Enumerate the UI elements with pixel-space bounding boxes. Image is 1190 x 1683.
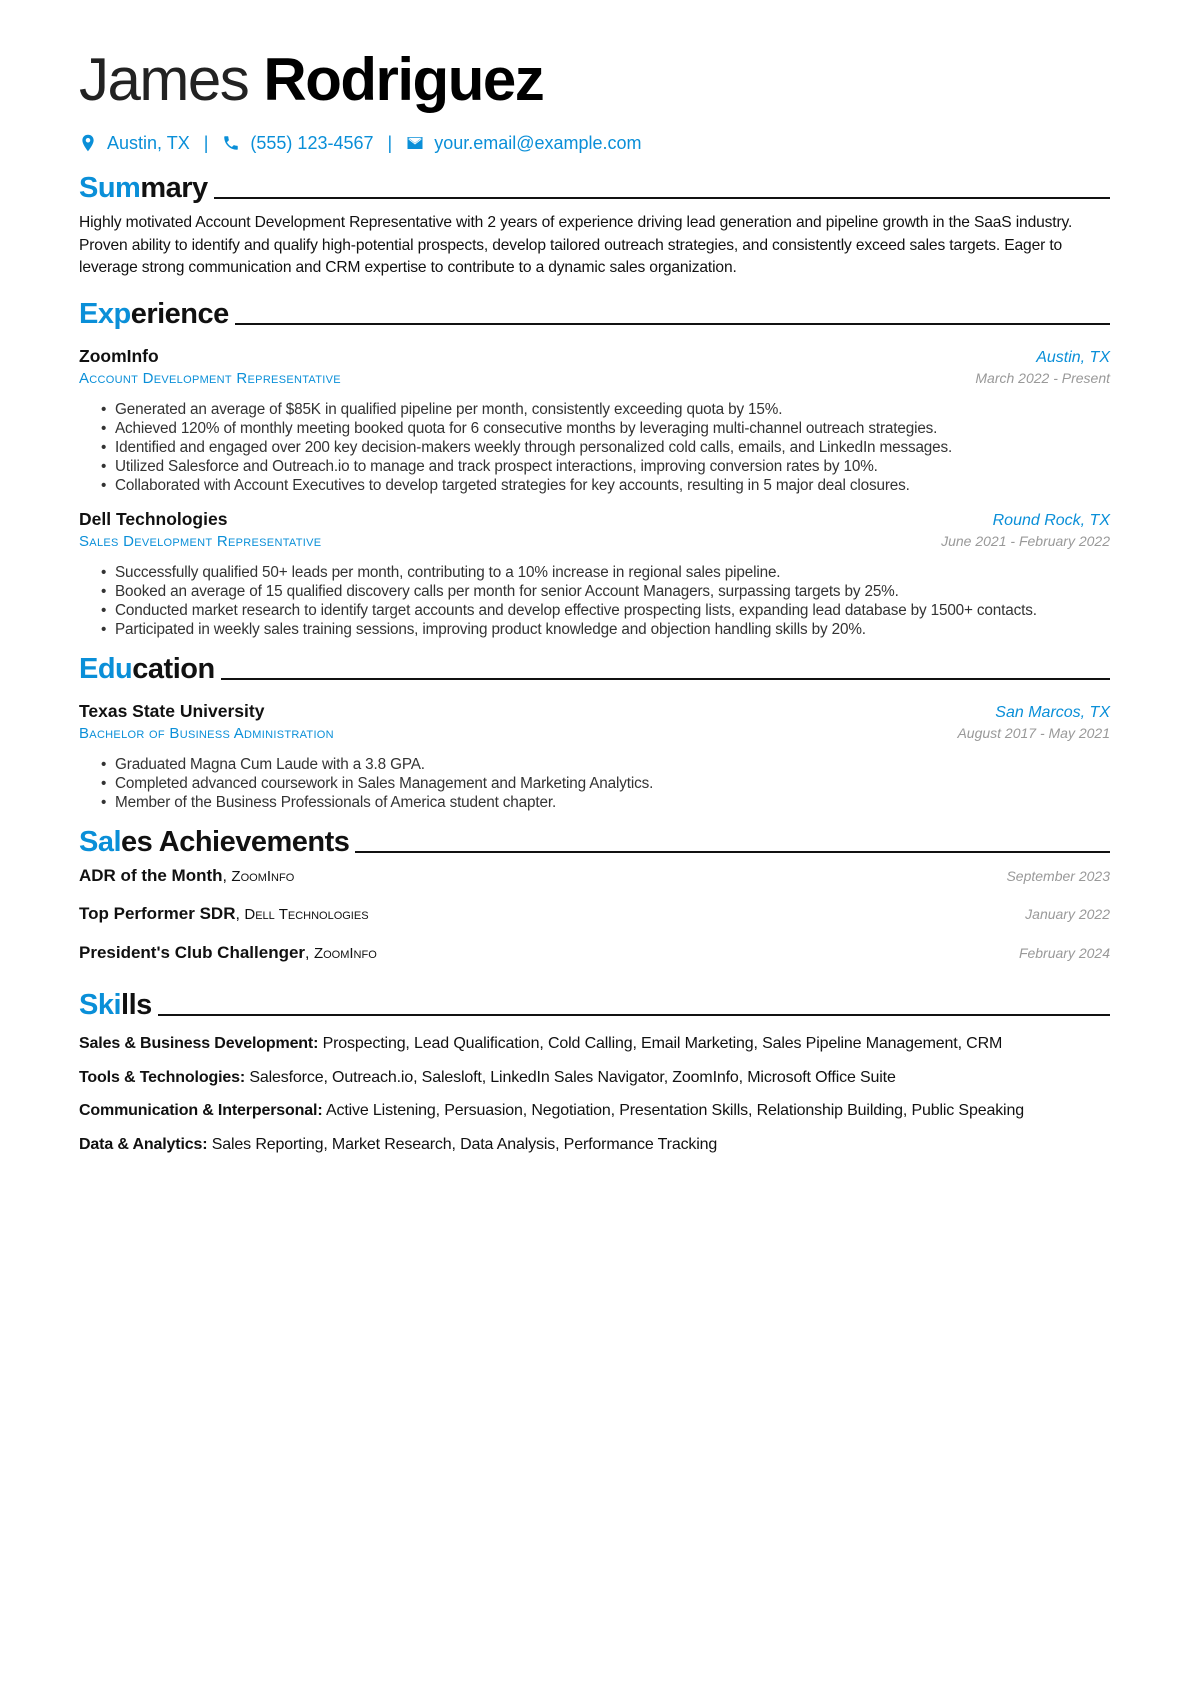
bullet: • Completed advanced coursework in Sales Management and Marketing Analytics. [79, 774, 1110, 793]
skill-row: Communication & Interpersonal: Active Listening, Persuasion, Negotiation, Presentation Skills, Relationship Building, Public Speaking [79, 1102, 1024, 1119]
section-heading-experience: Experience [79, 292, 1110, 332]
phone-icon [222, 134, 240, 152]
job-title: Account Development Representative [79, 369, 341, 387]
bullet: • Successfully qualified 50+ leads per month, contributing to a 10% increase in regional sales pipeline. [79, 563, 1110, 582]
divider [221, 678, 1110, 680]
achievements-list [79, 860, 1110, 976]
bullet: • Generated an average of $85K in qualified pipeline per month, consistently exceeding quota by 15%. [79, 400, 1110, 419]
achievement-item: Top Performer SDR, Dell Technologies January 2022 [79, 904, 1110, 923]
candidate-name: James Rodriguez [79, 46, 544, 113]
bullet: • Graduated Magna Cum Laude with a 3.8 GPA. [79, 755, 1110, 774]
job-location: Austin, TX [1036, 348, 1110, 366]
divider [158, 1014, 1110, 1016]
contact-phone[interactable]: (555) 123-4567 [222, 133, 373, 154]
contact-info: Austin, TX | (555) 123-4567 | your.email@example.com [79, 128, 1110, 158]
bullet: • Member of the Business Professionals of America student chapter. [79, 793, 1110, 812]
envelope-icon [406, 134, 424, 152]
skill-row: Sales & Business Development: Prospecting, Lead Qualification, Cold Calling, Email Marketing, Sales Pipeline Management, CRM [79, 1035, 1003, 1052]
education-entry [79, 699, 1110, 812]
skill-row: Tools & Technologies: Salesforce, Outreach.io, Salesloft, LinkedIn Sales Navigator, ZoomInfo, Microsoft Office Suite [79, 1068, 896, 1086]
experience-entry [79, 507, 1110, 639]
experience-entry [79, 344, 1110, 495]
bullet: • Achieved 120% of monthly meeting booked quota for 6 consecutive months by leveraging multi-channel outreach strategies. [79, 419, 1110, 438]
section-heading-skills: Skills [79, 983, 1110, 1023]
bullet: • Booked an average of 15 qualified discovery calls per month for senior Account Managers, surpassing targets by 25%. [79, 582, 1110, 601]
job-title: Sales Development Representative [79, 532, 322, 550]
job-dates: March 2022 - Present [975, 369, 1110, 386]
education-bullets [79, 755, 1110, 812]
divider [214, 197, 1110, 199]
company-name: Dell Technologies [79, 508, 228, 529]
job-location: Round Rock, TX [992, 511, 1110, 529]
section-heading-summary: Summary [79, 166, 1110, 206]
section-heading-education: Education [79, 647, 1110, 687]
divider [355, 851, 1110, 853]
contact-email[interactable]: your.email@example.com [406, 133, 641, 154]
contact-location: Austin, TX [79, 133, 190, 154]
divider [235, 323, 1110, 325]
skill-row: Data & Analytics: Sales Reporting, Market Research, Data Analysis, Performance Tracking [79, 1135, 718, 1153]
school-name: Texas State University [79, 700, 265, 721]
bullet: • Collaborated with Account Executives to develop targeted strategies for key accounts, resulting in 5 major deal closures. [79, 476, 1110, 495]
achievement-item: ADR of the Month, ZoomInfo September 2023 [79, 865, 1110, 885]
school-location: San Marcos, TX [995, 703, 1110, 721]
bullet: • Conducted market research to identify target accounts and develop effective prospecting lists, expanding lead database by 1500+ contacts. [79, 601, 1110, 620]
degree: Bachelor of Business Administration [79, 724, 334, 742]
map-pin-icon [79, 134, 97, 152]
job-bullets [79, 400, 1110, 495]
company-name: ZoomInfo [79, 345, 159, 366]
skills-list [79, 1027, 1110, 1161]
bullet: • Utilized Salesforce and Outreach.io to manage and track prospect interactions, improving conversion rates by 10%. [79, 457, 1110, 476]
summary-text: Highly motivated Account Development Representative with 2 years of experience driving lead generation and pipeline growth in the SaaS industry. Proven ability to identify and qualify high-potential prospects, develop tailored outreach strategies, and consistently exceed sales targets. Eager to leverage strong communication and CRM expertise to contribute to a dynamic sales organization. [79, 214, 1073, 276]
section-heading-achievements: Sales Achievements [79, 820, 1110, 860]
bullet: • Participated in weekly sales training sessions, improving product knowledge and objection handling skills by 20%. [79, 620, 1110, 639]
resume [79, 40, 1110, 1161]
achievement-item: President's Club Challenger, ZoomInfo February 2024 [79, 942, 1110, 962]
job-dates: June 2021 - February 2022 [941, 532, 1110, 549]
job-bullets [79, 563, 1110, 639]
bullet: • Identified and engaged over 200 key decision-makers weekly through personalized cold calls, emails, and LinkedIn messages. [79, 438, 1110, 457]
education-dates: August 2017 - May 2021 [957, 724, 1110, 741]
